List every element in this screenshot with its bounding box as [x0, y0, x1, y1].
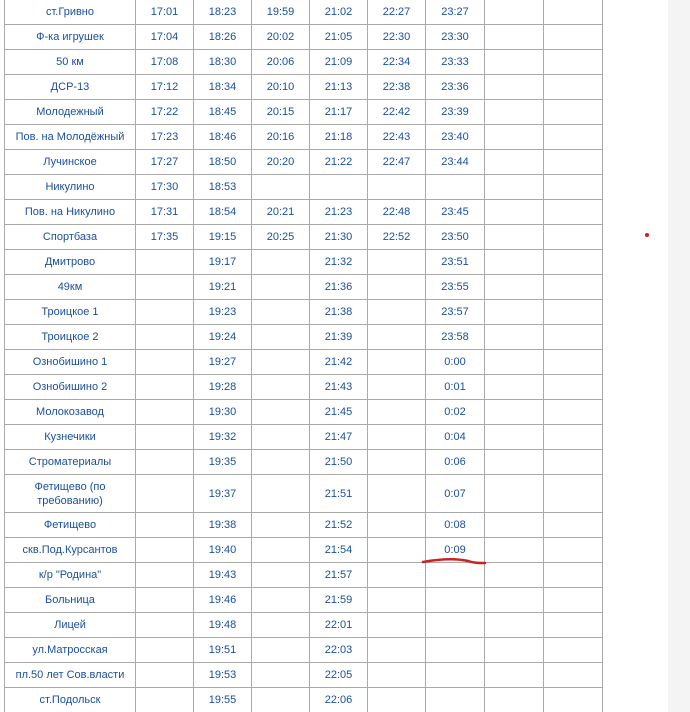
time-cell: 18:46 — [194, 125, 252, 150]
time-cell: 19:38 — [194, 513, 252, 538]
time-cell: 23:27 — [426, 0, 485, 25]
time-cell — [136, 350, 194, 375]
time-cell: 23:44 — [426, 150, 485, 175]
time-cell — [368, 175, 426, 200]
time-cell: 20:21 — [252, 200, 310, 225]
time-cell — [544, 75, 603, 100]
time-cell: 21:45 — [310, 400, 368, 425]
time-cell — [544, 225, 603, 250]
time-cell: 19:51 — [194, 638, 252, 663]
time-cell: 19:23 — [194, 300, 252, 325]
table-row — [5, 563, 603, 588]
stop-name-cell: Никулино — [5, 175, 136, 200]
time-cell — [426, 563, 485, 588]
time-cell: 21:09 — [310, 50, 368, 75]
time-cell: 22:06 — [310, 688, 368, 712]
bus-schedule-table — [4, 0, 603, 712]
time-cell — [368, 325, 426, 350]
time-cell — [426, 613, 485, 638]
time-cell: 22:47 — [368, 150, 426, 175]
table-row — [5, 638, 603, 663]
time-cell: 0:07 — [426, 475, 485, 513]
time-cell: 20:06 — [252, 50, 310, 75]
time-cell: 22:52 — [368, 225, 426, 250]
time-cell: 21:23 — [310, 200, 368, 225]
time-cell — [368, 375, 426, 400]
time-cell: 19:46 — [194, 588, 252, 613]
table-row — [5, 425, 603, 450]
time-cell: 0:02 — [426, 400, 485, 425]
table-row — [5, 325, 603, 350]
time-cell — [368, 613, 426, 638]
table-row — [5, 75, 603, 100]
time-cell: 20:16 — [252, 125, 310, 150]
time-cell: 23:39 — [426, 100, 485, 125]
table-row — [5, 200, 603, 225]
table-row — [5, 225, 603, 250]
time-cell: 22:30 — [368, 25, 426, 50]
time-cell: 20:15 — [252, 100, 310, 125]
time-cell: 20:25 — [252, 225, 310, 250]
time-cell: 19:32 — [194, 425, 252, 450]
time-cell: 21:02 — [310, 0, 368, 25]
time-cell — [252, 538, 310, 563]
time-cell: 21:17 — [310, 100, 368, 125]
stop-name-cell: скв.Под.Курсантов — [5, 538, 136, 563]
time-cell: 20:20 — [252, 150, 310, 175]
right-margin-strip — [668, 0, 690, 712]
time-cell — [252, 425, 310, 450]
time-cell: 17:04 — [136, 25, 194, 50]
time-cell: 22:05 — [310, 663, 368, 688]
time-cell — [544, 325, 603, 350]
red-dot-mark — [645, 233, 649, 237]
time-cell — [368, 638, 426, 663]
time-cell — [368, 450, 426, 475]
table-row — [5, 125, 603, 150]
stop-name-cell: Ознобишино 1 — [5, 350, 136, 375]
time-cell — [136, 400, 194, 425]
table-row — [5, 150, 603, 175]
time-cell: 18:53 — [194, 175, 252, 200]
table-row — [5, 350, 603, 375]
time-cell: 23:45 — [426, 200, 485, 225]
table-row — [5, 538, 603, 563]
time-cell — [136, 425, 194, 450]
time-cell: 21:43 — [310, 375, 368, 400]
time-cell — [252, 513, 310, 538]
time-cell: 19:28 — [194, 375, 252, 400]
time-cell — [544, 688, 603, 712]
stop-name-cell: Лицей — [5, 613, 136, 638]
time-cell — [252, 350, 310, 375]
stop-name-cell: Молокозавод — [5, 400, 136, 425]
stop-name-cell: Фетищево (по требованию) — [5, 475, 136, 513]
stop-name-cell: Больница — [5, 588, 136, 613]
stop-name-cell: Пов. на Молодёжный — [5, 125, 136, 150]
time-cell — [544, 275, 603, 300]
time-cell — [368, 250, 426, 275]
time-cell — [426, 588, 485, 613]
table-row — [5, 50, 603, 75]
time-cell — [544, 375, 603, 400]
time-cell — [252, 663, 310, 688]
time-cell: 21:38 — [310, 300, 368, 325]
time-cell: 17:08 — [136, 50, 194, 75]
time-cell: 22:38 — [368, 75, 426, 100]
time-cell — [544, 538, 603, 563]
stop-name-cell: 49км — [5, 275, 136, 300]
time-cell: 19:55 — [194, 688, 252, 712]
time-cell — [136, 513, 194, 538]
time-cell — [136, 613, 194, 638]
time-cell — [252, 250, 310, 275]
time-cell: 17:35 — [136, 225, 194, 250]
time-cell: 21:50 — [310, 450, 368, 475]
time-cell: 23:30 — [426, 25, 485, 50]
time-cell — [252, 688, 310, 712]
stop-name-cell: Молодежный — [5, 100, 136, 125]
time-cell: 0:06 — [426, 450, 485, 475]
stop-name-cell: к/р "Родина" — [5, 563, 136, 588]
time-cell — [426, 663, 485, 688]
time-cell: 0:00 — [426, 350, 485, 375]
time-cell — [485, 100, 544, 125]
time-cell: 20:10 — [252, 75, 310, 100]
time-cell — [368, 425, 426, 450]
time-cell — [485, 125, 544, 150]
table-row — [5, 688, 603, 712]
time-cell — [544, 450, 603, 475]
time-cell: 21:42 — [310, 350, 368, 375]
time-cell — [485, 663, 544, 688]
time-cell — [485, 400, 544, 425]
time-cell — [368, 475, 426, 513]
time-cell: 17:22 — [136, 100, 194, 125]
stop-name-cell: Ф-ка игрушек — [5, 25, 136, 50]
time-cell — [485, 150, 544, 175]
time-cell — [544, 250, 603, 275]
table-row — [5, 175, 603, 200]
time-cell — [544, 175, 603, 200]
time-cell — [485, 538, 544, 563]
time-cell — [544, 613, 603, 638]
time-cell — [544, 588, 603, 613]
time-cell — [136, 563, 194, 588]
time-cell — [252, 613, 310, 638]
time-cell: 18:23 — [194, 0, 252, 25]
time-cell — [252, 175, 310, 200]
stop-name-cell: Ознобишино 2 — [5, 375, 136, 400]
time-cell: 23:50 — [426, 225, 485, 250]
time-cell — [544, 125, 603, 150]
time-cell: 23:55 — [426, 275, 485, 300]
time-cell — [136, 250, 194, 275]
table-row — [5, 400, 603, 425]
time-cell — [485, 563, 544, 588]
time-cell — [252, 275, 310, 300]
table-row — [5, 25, 603, 50]
time-cell — [368, 300, 426, 325]
time-cell — [252, 300, 310, 325]
table-row — [5, 588, 603, 613]
time-cell — [252, 450, 310, 475]
time-cell: 21:13 — [310, 75, 368, 100]
time-cell: 21:51 — [310, 475, 368, 513]
time-cell: 21:47 — [310, 425, 368, 450]
time-cell — [485, 475, 544, 513]
time-cell: 23:57 — [426, 300, 485, 325]
time-cell: 23:51 — [426, 250, 485, 275]
time-cell: 21:18 — [310, 125, 368, 150]
time-cell: 23:58 — [426, 325, 485, 350]
time-cell: 19:40 — [194, 538, 252, 563]
time-cell: 21:59 — [310, 588, 368, 613]
time-cell — [485, 300, 544, 325]
time-cell — [252, 325, 310, 350]
time-cell — [136, 475, 194, 513]
time-cell: 21:30 — [310, 225, 368, 250]
time-cell: 17:23 — [136, 125, 194, 150]
time-cell — [252, 638, 310, 663]
time-cell — [485, 275, 544, 300]
time-cell: 19:24 — [194, 325, 252, 350]
time-cell: 21:39 — [310, 325, 368, 350]
stop-name-cell: ул.Матросская — [5, 638, 136, 663]
time-cell — [136, 663, 194, 688]
time-cell — [252, 400, 310, 425]
time-cell — [485, 688, 544, 712]
time-cell — [368, 563, 426, 588]
time-cell: 19:35 — [194, 450, 252, 475]
time-cell: 17:27 — [136, 150, 194, 175]
time-cell — [544, 638, 603, 663]
time-cell: 21:22 — [310, 150, 368, 175]
time-cell: 19:59 — [252, 0, 310, 25]
time-cell — [136, 688, 194, 712]
time-cell: 22:43 — [368, 125, 426, 150]
time-cell — [136, 275, 194, 300]
stop-name-cell: Лучинское — [5, 150, 136, 175]
time-cell: 19:30 — [194, 400, 252, 425]
time-cell: 21:36 — [310, 275, 368, 300]
time-cell: 17:31 — [136, 200, 194, 225]
time-cell: 0:09 — [426, 538, 485, 563]
time-cell — [544, 150, 603, 175]
time-cell: 18:26 — [194, 25, 252, 50]
time-cell — [485, 375, 544, 400]
time-cell — [252, 375, 310, 400]
time-cell: 22:01 — [310, 613, 368, 638]
time-cell: 22:48 — [368, 200, 426, 225]
time-cell — [544, 50, 603, 75]
time-cell — [485, 425, 544, 450]
time-cell — [368, 400, 426, 425]
time-cell: 0:08 — [426, 513, 485, 538]
time-cell — [485, 200, 544, 225]
time-cell: 22:03 — [310, 638, 368, 663]
table-row — [5, 375, 603, 400]
time-cell — [368, 663, 426, 688]
time-cell — [544, 0, 603, 25]
time-cell — [136, 588, 194, 613]
time-cell: 19:21 — [194, 275, 252, 300]
time-cell — [368, 688, 426, 712]
stop-name-cell: 50 км — [5, 50, 136, 75]
time-cell: 22:34 — [368, 50, 426, 75]
time-cell — [544, 300, 603, 325]
time-cell — [368, 538, 426, 563]
time-cell — [426, 175, 485, 200]
time-cell — [368, 513, 426, 538]
schedule-body — [5, 0, 603, 712]
time-cell: 19:27 — [194, 350, 252, 375]
time-cell: 21:05 — [310, 25, 368, 50]
time-cell: 23:36 — [426, 75, 485, 100]
time-cell — [485, 225, 544, 250]
time-cell — [426, 638, 485, 663]
stop-name-cell: Строматериалы — [5, 450, 136, 475]
time-cell: 18:50 — [194, 150, 252, 175]
time-cell — [544, 563, 603, 588]
time-cell — [485, 350, 544, 375]
table-row — [5, 100, 603, 125]
stop-name-cell: Дмитрово — [5, 250, 136, 275]
time-cell: 19:15 — [194, 225, 252, 250]
time-cell — [252, 563, 310, 588]
time-cell — [310, 175, 368, 200]
time-cell: 17:01 — [136, 0, 194, 25]
time-cell — [544, 25, 603, 50]
time-cell: 19:48 — [194, 613, 252, 638]
time-cell — [485, 450, 544, 475]
time-cell — [485, 250, 544, 275]
time-cell — [485, 325, 544, 350]
table-row — [5, 513, 603, 538]
time-cell — [485, 175, 544, 200]
stop-name-cell: пл.50 лет Сов.власти — [5, 663, 136, 688]
table-row — [5, 663, 603, 688]
time-cell — [544, 513, 603, 538]
time-cell — [136, 450, 194, 475]
time-cell: 21:57 — [310, 563, 368, 588]
time-cell — [136, 375, 194, 400]
time-cell — [485, 513, 544, 538]
time-cell — [544, 425, 603, 450]
time-cell — [544, 663, 603, 688]
table-row — [5, 450, 603, 475]
time-cell: 18:54 — [194, 200, 252, 225]
time-cell: 21:32 — [310, 250, 368, 275]
time-cell — [485, 638, 544, 663]
time-cell: 21:52 — [310, 513, 368, 538]
time-cell — [485, 588, 544, 613]
time-cell — [252, 588, 310, 613]
time-cell — [252, 475, 310, 513]
time-cell — [485, 0, 544, 25]
time-cell: 19:53 — [194, 663, 252, 688]
time-cell: 19:17 — [194, 250, 252, 275]
stop-name-cell: Пов. на Никулино — [5, 200, 136, 225]
time-cell: 0:01 — [426, 375, 485, 400]
time-cell: 17:30 — [136, 175, 194, 200]
table-row — [5, 475, 603, 513]
time-cell — [544, 200, 603, 225]
time-cell: 19:43 — [194, 563, 252, 588]
table-row — [5, 250, 603, 275]
time-cell — [368, 275, 426, 300]
stop-name-cell: Троицкое 2 — [5, 325, 136, 350]
time-cell: 20:02 — [252, 25, 310, 50]
stop-name-cell: ст.Подольск — [5, 688, 136, 712]
time-cell: 21:54 — [310, 538, 368, 563]
time-cell — [485, 75, 544, 100]
stop-name-cell: ДСР-13 — [5, 75, 136, 100]
time-cell: 19:37 — [194, 475, 252, 513]
time-cell: 0:04 — [426, 425, 485, 450]
time-cell: 17:12 — [136, 75, 194, 100]
stop-name-cell: Троицкое 1 — [5, 300, 136, 325]
time-cell: 22:27 — [368, 0, 426, 25]
time-cell — [368, 588, 426, 613]
time-cell: 22:42 — [368, 100, 426, 125]
table-row — [5, 613, 603, 638]
time-cell — [136, 538, 194, 563]
time-cell: 18:34 — [194, 75, 252, 100]
time-cell — [136, 638, 194, 663]
time-cell: 23:33 — [426, 50, 485, 75]
time-cell — [136, 325, 194, 350]
table-row — [5, 0, 603, 25]
stop-name-cell: Спортбаза — [5, 225, 136, 250]
table-row — [5, 300, 603, 325]
time-cell — [544, 475, 603, 513]
time-cell — [368, 350, 426, 375]
time-cell — [485, 50, 544, 75]
stop-name-cell: ст.Гривно — [5, 0, 136, 25]
time-cell: 23:40 — [426, 125, 485, 150]
time-cell — [544, 350, 603, 375]
time-cell — [485, 613, 544, 638]
stop-name-cell: Фетищево — [5, 513, 136, 538]
time-cell — [544, 400, 603, 425]
table-row — [5, 275, 603, 300]
stop-name-cell: Кузнечики — [5, 425, 136, 450]
time-cell — [544, 100, 603, 125]
time-cell: 18:30 — [194, 50, 252, 75]
time-cell — [136, 300, 194, 325]
time-cell — [426, 688, 485, 712]
time-cell: 18:45 — [194, 100, 252, 125]
time-cell — [485, 25, 544, 50]
